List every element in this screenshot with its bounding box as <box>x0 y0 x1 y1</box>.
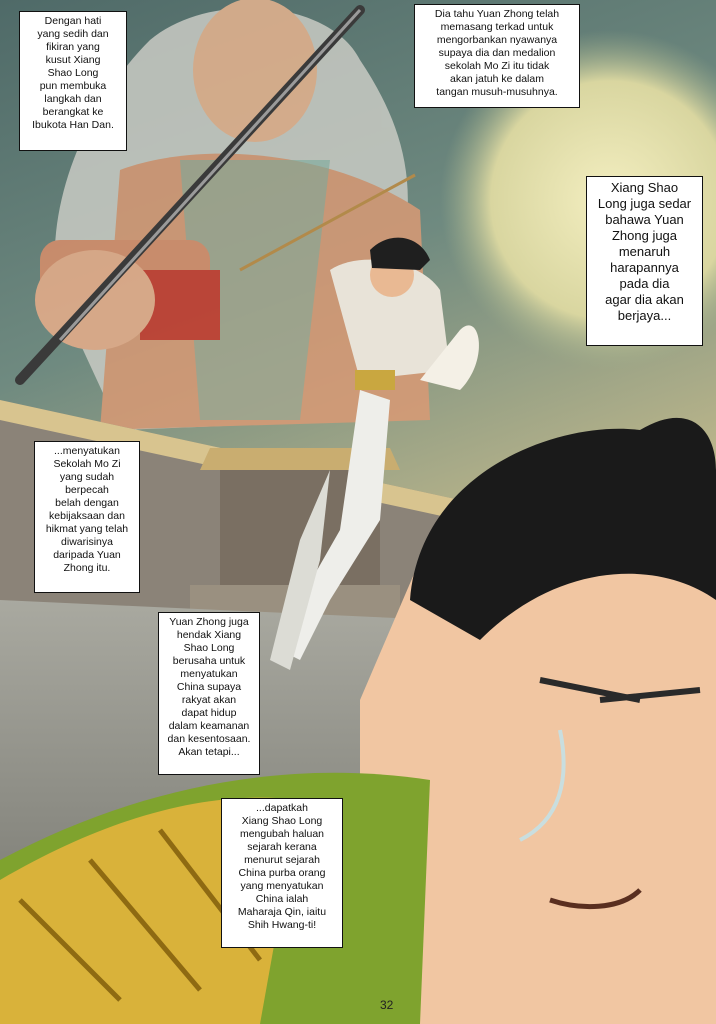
caption-narration-4: ...menyatukan Sekolah Mo Zi yang sudah berpecah belah dengan kebijaksaan dan hikmat yang telah diwarisinya daripada Yuan Zhong itu. <box>34 441 140 593</box>
caption-narration-3: Xiang Shao Long juga sedar bahawa Yuan Zhong juga menaruh harapannya pada dia agar dia akan berjaya... <box>586 176 703 346</box>
caption-narration-2: Dia tahu Yuan Zhong telah memasang terkad untuk mengorbankan nyawanya supaya dia dan medalion sekolah Mo Zi itu tidak akan jatuh ke dalam tangan musuh-musuhnya. <box>414 4 580 108</box>
caption-narration-6: ...dapatkah Xiang Shao Long mengubah haluan sejarah kerana menurut sejarah China purba orang yang menyatukan China ialah Maharaja Qin, iaitu Shih Hwang-ti! <box>221 798 343 948</box>
caption-narration-1: Dengan hati yang sedih dan fikiran yang kusut Xiang Shao Long pun membuka langkah dan berangkat ke Ibukota Han Dan. <box>19 11 127 151</box>
page-number: 32 <box>380 998 394 1012</box>
caption-narration-5: Yuan Zhong juga hendak Xiang Shao Long berusaha untuk menyatukan China supaya rakyat akan dapat hidup dalam keamanan dan kesentosaan. Akan tetapi... <box>158 612 260 775</box>
